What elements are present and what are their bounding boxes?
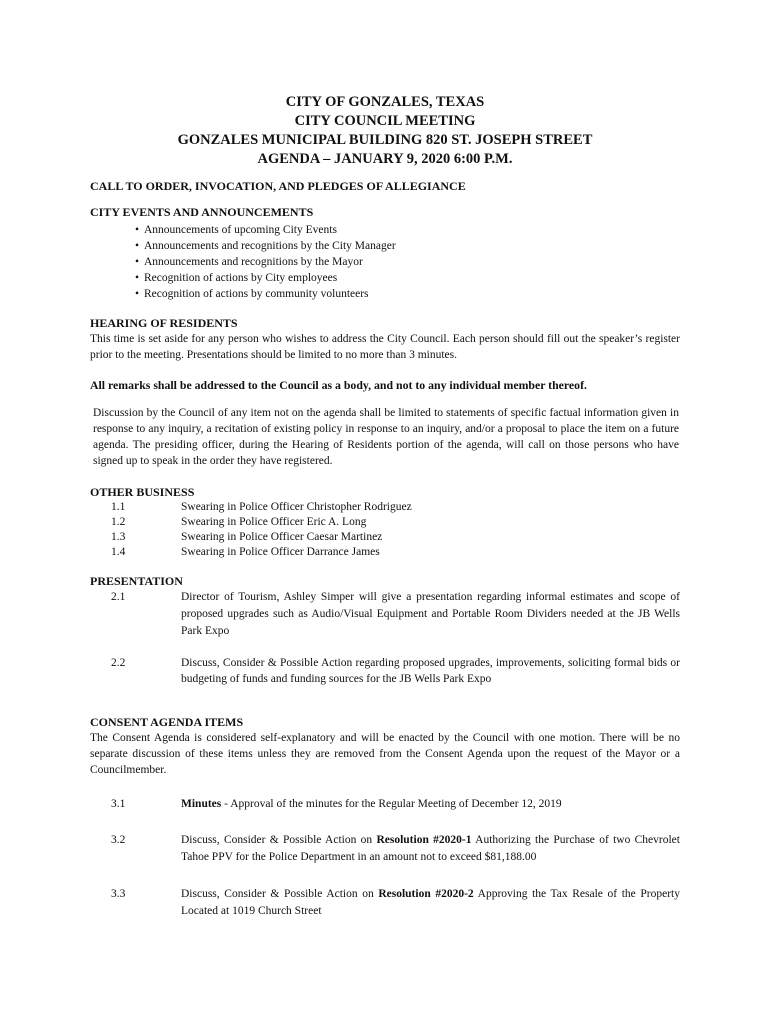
- item-text-post: - Approval of the minutes for the Regular Meeting of December 12, 2019: [221, 798, 562, 810]
- consent-text: The Consent Agenda is considered self-explanatory and will be enacted by the Council with one motion. There will be no separate discussion of these items unless they are removed from the Consent Agenda upon the request of the Mayor or a Councilmember.: [90, 732, 680, 776]
- item-text: [181, 886, 680, 920]
- item-text: Swearing in Police Officer Eric A. Long: [181, 516, 367, 528]
- presentation-section: [90, 574, 680, 687]
- item-number: 1.1: [111, 501, 126, 513]
- call-to-order-heading: CALL TO ORDER, INVOCATION, AND PLEDGES OF ALLEGIANCE: [90, 179, 466, 193]
- city-events-list: [90, 222, 680, 302]
- consent-list: [90, 797, 680, 920]
- item-text: Swearing in Police Officer Christopher Rodriguez: [181, 501, 412, 513]
- presentation-heading: PRESENTATION: [90, 574, 183, 588]
- meeting-title: CITY COUNCIL MEETING: [294, 113, 476, 129]
- list-item: • Recognition of actions by City employees: [135, 270, 680, 286]
- list-item: • Recognition of actions by community volunteers: [135, 286, 680, 302]
- list-item: [90, 515, 680, 530]
- city-events-heading: CITY EVENTS AND ANNOUNCEMENTS: [90, 205, 314, 219]
- item-text: [181, 797, 680, 812]
- hearing-heading: HEARING OF RESIDENTS: [90, 316, 238, 330]
- list-item: • Announcements and recognitions by the City Manager: [135, 238, 680, 254]
- consent-heading: CONSENT AGENDA ITEMS: [90, 715, 244, 729]
- item-text: Swearing in Police Officer Caesar Martinez: [181, 531, 383, 543]
- discussion-text: Discussion by the Council of any item not on the agenda shall be limited to statements of specific factual information given in response to any inquiry, a recitation of existing policy in response to an inquiry, and/or a proposal to place the item on a future agenda. The presiding officer, during the Hearing of Residents portion of the agenda, will call on those persons who have signed up to speak in the order they have registered.: [93, 407, 679, 467]
- item-text-bold: Resolution #2020-1: [376, 834, 472, 846]
- item-number: 1.3: [111, 531, 126, 543]
- item-text-post: Authorizing the Purchase of two Chevrolet Tahoe PPV for the Police Department in an amount not to exceed $81,188.00: [181, 834, 680, 863]
- list-item: [90, 530, 680, 545]
- presentation-list: [90, 589, 680, 687]
- item-number: 2.2: [111, 657, 126, 669]
- item-text-post: Approving the Tax Resale of the Property Located at 1019 Church Street: [181, 888, 680, 917]
- item-text: Swearing in Police Officer Darrance James: [181, 546, 380, 558]
- item-text-bold: Minutes: [181, 798, 222, 810]
- list-item: [90, 832, 680, 866]
- meeting-date: AGENDA – JANUARY 9, 2020 6:00 P.M.: [257, 151, 513, 167]
- list-item: [90, 500, 680, 515]
- consent-section: [90, 715, 680, 920]
- list-item: • Announcements and recognitions by the Mayor: [135, 254, 680, 270]
- meeting-location: GONZALES MUNICIPAL BUILDING 820 ST. JOSEPH STREET: [177, 132, 593, 148]
- list-item: [90, 589, 680, 640]
- item-text-pre: Discuss, Consider & Possible Action on: [181, 888, 379, 900]
- item-text-pre: Discuss, Consider & Possible Action on: [181, 834, 377, 846]
- item-number: 1.4: [111, 546, 126, 558]
- other-business-heading: OTHER BUSINESS: [90, 485, 195, 499]
- item-number: 3.2: [111, 834, 126, 846]
- city-events-section: [90, 205, 680, 302]
- item-number: 3.1: [111, 798, 126, 810]
- remarks-notice: All remarks shall be addressed to the Council as a body, and not to any individual member thereof.: [90, 378, 587, 392]
- other-business-section: [90, 485, 680, 560]
- list-item: [90, 886, 680, 920]
- other-business-list: [90, 500, 680, 560]
- item-number: 3.3: [111, 888, 126, 900]
- item-text: Director of Tourism, Ashley Simper will give a presentation regarding informal estimates and scope of proposed upgrades such as Audio/Visual Equipment and Portable Room Dividers needed at the JB Wells Park Expo: [181, 591, 680, 637]
- hearing-section: [90, 316, 680, 469]
- hearing-text: This time is set aside for any person who wishes to address the City Council. Each person should fill out the speaker’s register prior to the meeting. Presentations should be limited to no more than 3 minutes.: [90, 333, 680, 361]
- list-item: [90, 655, 680, 687]
- item-text: [181, 832, 680, 866]
- item-text: Discuss, Consider & Possible Action regarding proposed upgrades, improvements, soliciting formal bids or budgeting of funds and funding sources for the JB Wells Park Expo: [181, 657, 680, 685]
- item-text-bold: Resolution #2020-2: [378, 888, 474, 900]
- list-item: • Announcements of upcoming City Events: [135, 222, 680, 238]
- list-item: [90, 545, 680, 560]
- list-item: [90, 797, 680, 812]
- item-number: 1.2: [111, 516, 126, 528]
- agenda-header: [90, 93, 680, 169]
- city-title: CITY OF GONZALES, TEXAS: [285, 94, 485, 110]
- item-number: 2.1: [111, 591, 126, 603]
